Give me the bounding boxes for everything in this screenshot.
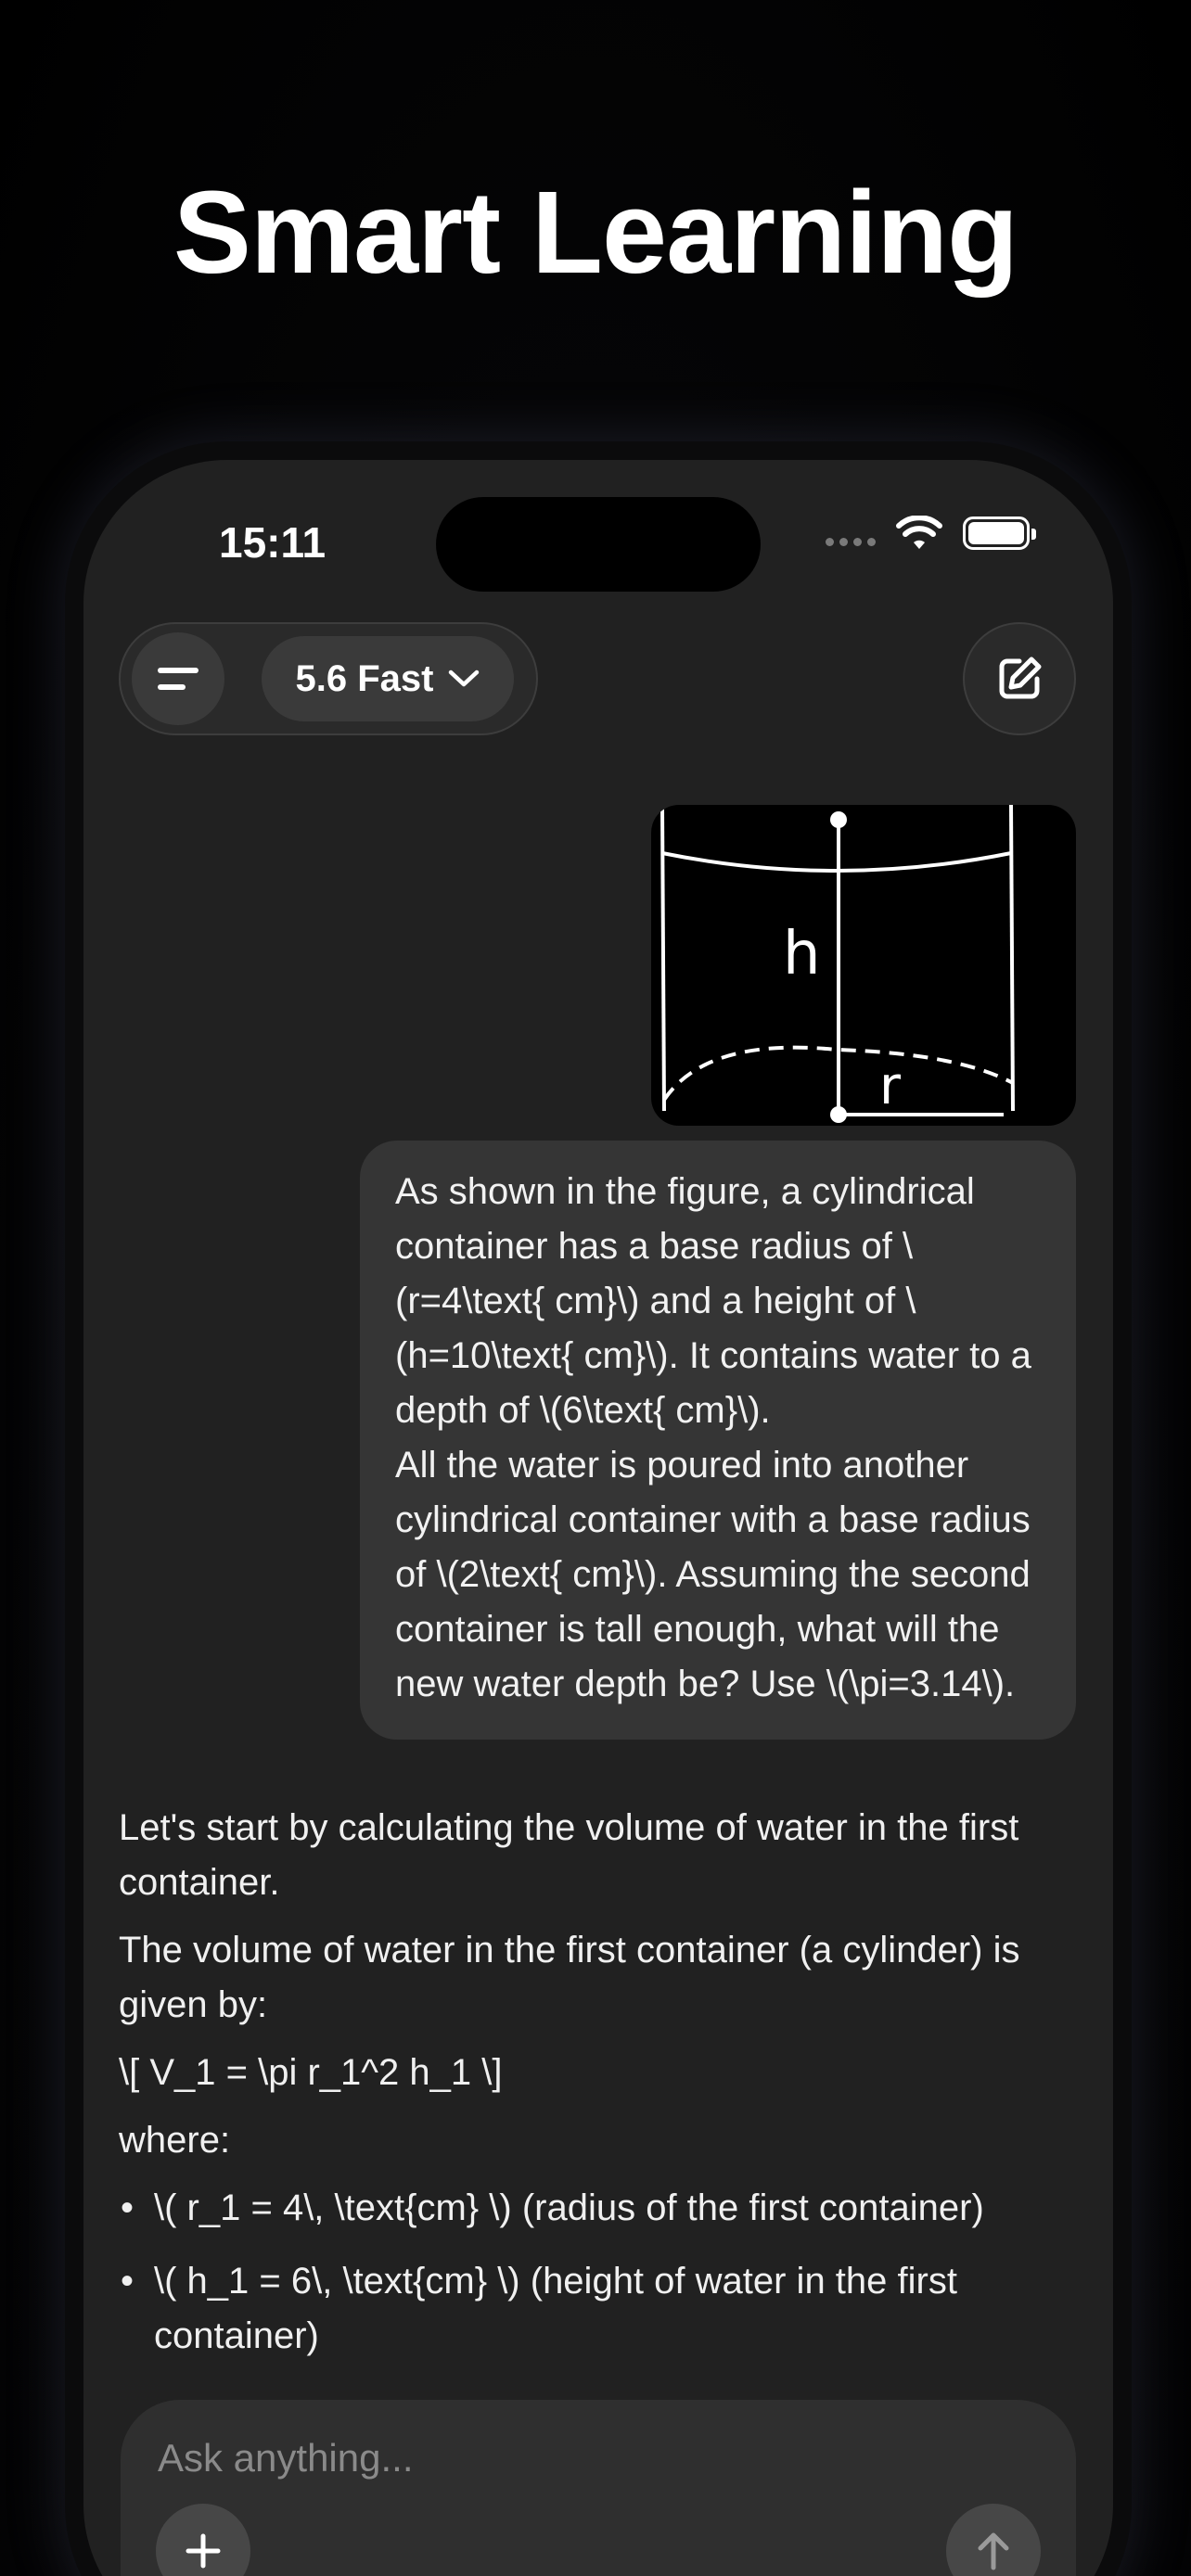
message-input[interactable] [158, 2426, 992, 2491]
cellular-signal-icon [826, 538, 876, 546]
add-attachment-button[interactable] [156, 2504, 250, 2576]
list-item: • \( h_1 = 6\, \text{cm} \) (height of water in the first container) [119, 2254, 1102, 2364]
plus-icon [184, 2531, 223, 2570]
toolbar-pill [119, 622, 538, 735]
menu-button[interactable] [132, 632, 224, 725]
model-label: 5.6 Fast [295, 657, 434, 699]
label-h: h [783, 920, 821, 988]
formula: \[ V_1 = \pi r_1^2 h_1 \] [119, 2052, 503, 2093]
wifi-icon [896, 516, 942, 551]
label-r: r [879, 1056, 902, 1116]
list-item: • \( r_1 = 4\, \text{cm} \) (radius of the first container) [119, 2181, 1102, 2236]
phone-frame [65, 441, 1132, 2576]
battery-icon [963, 516, 1030, 550]
arrow-up-icon [975, 2531, 1012, 2571]
assistant-paragraph: where: [119, 2120, 231, 2161]
status-icons [826, 516, 1030, 551]
user-message-paragraph: As shown in the figure, a cylindrical container has a base radius of \(r=4\text{ cm}\) and a height of \(h=10\text{ cm}\). It contains water to a depth of \(6\text{ cm}\). [395, 1171, 1031, 1431]
send-button[interactable] [946, 2504, 1041, 2576]
user-message-bubble [360, 1141, 1076, 1740]
attached-image[interactable] [651, 805, 1076, 1126]
user-message-paragraph: All the water is poured into another cylindrical container with a base radius of \(2\text{ cm}\). Assuming the second container is tall enough, what will the new water depth be? Use \(\pi=3.14\). [395, 1445, 1031, 1704]
menu-icon-line [158, 684, 186, 690]
assistant-paragraph: The volume of water in the first container (a cylinder) is given by: [119, 1930, 1020, 2025]
hero-title: Smart Learning [173, 167, 1018, 298]
cylinder-figure [651, 805, 1076, 1126]
chevron-down-icon [448, 669, 480, 689]
menu-icon [158, 668, 198, 673]
assistant-paragraph: Let's start by calculating the volume of water in the first container. [119, 1807, 1019, 1903]
status-time: 15:11 [219, 518, 327, 567]
new-chat-button[interactable] [963, 622, 1076, 735]
composer [121, 2400, 1076, 2576]
model-selector-button[interactable] [262, 636, 514, 721]
bullet-list [119, 2181, 1102, 2364]
dynamic-island [436, 497, 761, 592]
phone-screen [83, 460, 1113, 2576]
compose-icon [994, 654, 1044, 704]
assistant-message [119, 1801, 1102, 2382]
